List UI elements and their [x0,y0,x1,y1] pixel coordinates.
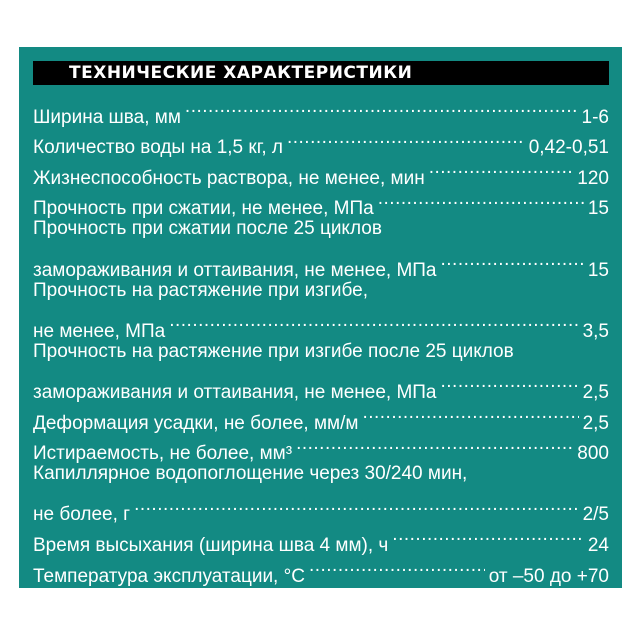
spec-label: не более, г [33,504,131,526]
dot-leader [441,367,579,398]
spec-value: 2/5 [582,504,609,526]
spec-row [33,214,609,245]
specs-list [33,92,609,587]
spec-label: Прочность при сжатии после 25 циклов [33,218,382,240]
spec-row [33,92,609,128]
dot-leader [429,153,574,184]
specs-panel [19,47,622,588]
spec-label: Время высыхания (ширина шва 4 мм), ч [33,534,389,556]
spec-value: 0,42-0,51 [528,137,609,159]
spec-label: Прочность на растяжение при изгибе после 25 циклов [33,340,514,362]
spec-label: Количество воды на 1,5 кг, л [33,137,283,159]
spec-row [33,245,609,281]
dot-leader [362,398,578,429]
spec-label: Жизнеспособность раствора, не менее, мин [33,167,425,189]
spec-label: Истираемость, не более, мм³ [33,443,293,465]
spec-label: Температура эксплуатации, °С [33,565,305,587]
specs-title: ТЕХНИЧЕСКИЕ ХАРАКТЕРИСТИКИ [33,61,609,85]
dot-leader [441,245,584,276]
spec-label: замораживания и оттаивания, не менее, МПа [33,259,437,281]
dot-leader [185,92,578,123]
spec-label: не менее, МПа [33,320,166,342]
spec-row [33,459,609,490]
spec-row [33,367,609,403]
dot-leader [309,551,485,582]
dot-leader [134,490,579,521]
spec-value: 24 [587,534,609,556]
spec-value: 120 [577,167,609,189]
spec-label: Деформация усадки, не более, мм/м [33,412,359,434]
spec-label: Прочность при сжатии, не менее, МПа [33,198,374,220]
spec-value: 15 [587,198,609,220]
spec-row [33,276,609,307]
spec-value: 800 [577,443,609,465]
spec-label: Ширина шва, мм [33,106,181,128]
spec-label: замораживания и оттаивания, не менее, МПа [33,381,437,403]
spec-label: Капиллярное водопоглощение через 30/240 мин, [33,463,468,485]
dot-leader [287,123,525,154]
dot-leader [378,184,584,215]
spec-row [33,337,609,368]
spec-row [33,490,609,526]
spec-value: от –50 до +70 [488,565,609,587]
spec-value: 1-6 [581,106,609,128]
dot-leader [296,429,573,460]
spec-row [33,306,609,342]
spec-value: 15 [587,259,609,281]
dot-leader [169,306,578,337]
spec-value: 3,5 [582,320,609,342]
dot-leader [392,520,584,551]
spec-value: 2,5 [582,412,609,434]
spec-value: 2,5 [582,381,609,403]
spec-label: Прочность на растяжение при изгибе, [33,279,369,301]
